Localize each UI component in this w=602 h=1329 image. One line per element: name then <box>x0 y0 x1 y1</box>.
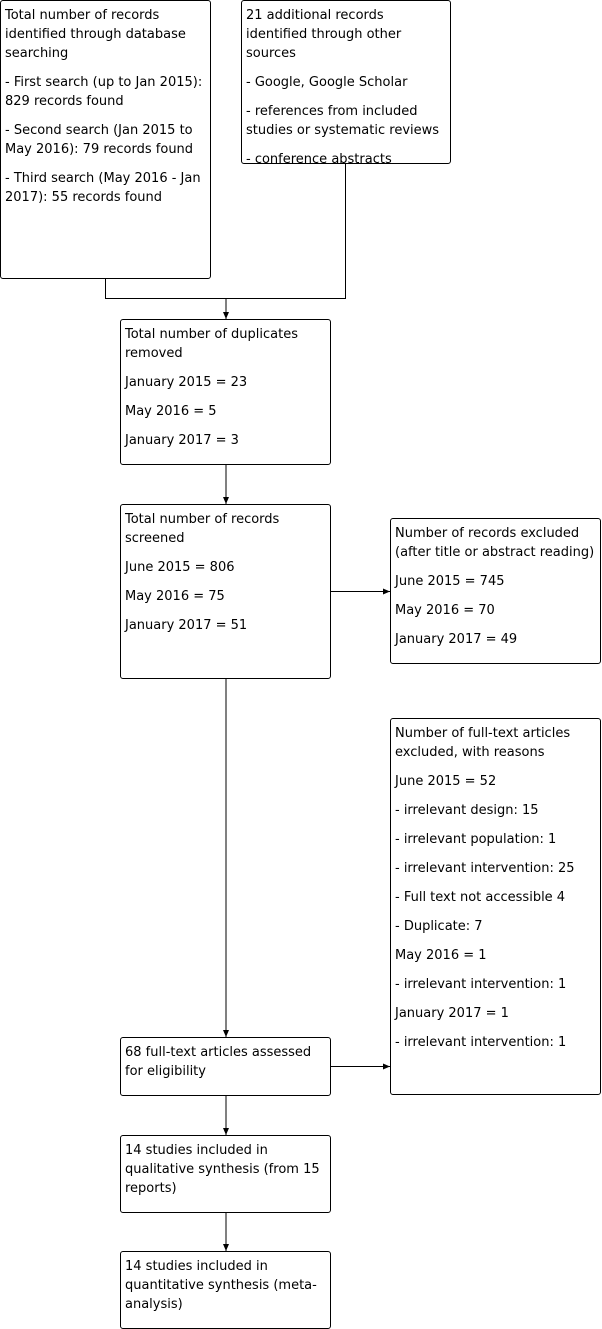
box-title: Number of full-text articles excluded, with reasons <box>395 726 571 760</box>
box-title: Number of records excluded (after title or abstract reading) <box>395 526 595 560</box>
box-line: May 2016 = 75 <box>125 589 225 604</box>
box-other-sources <box>241 0 451 167</box>
box-line: - Third search (May 2016 - Jan 2017): 55 records found <box>5 171 201 205</box>
box-line: - Second search (Jan 2015 to May 2016): 79 records found <box>5 123 194 157</box>
box-title: 68 full-text articles assessed for eligibility <box>125 1045 312 1079</box>
box-line: - irrelevant intervention: 25 <box>395 861 575 876</box>
box-line: January 2017 = 3 <box>125 433 239 448</box>
box-fulltext-assessed <box>120 1037 331 1096</box>
box-line: - Full text not accessible 4 <box>395 890 566 905</box>
box-line: June 2015 = 806 <box>125 560 235 575</box>
box-title: Total number of records screened <box>125 512 280 546</box>
box-database-search <box>0 0 211 279</box>
box-line: - conference abstracts <box>246 152 392 167</box>
connector-other-sources <box>226 163 346 299</box>
box-title: 14 studies included in quantitative synthesis (meta-analysis) <box>125 1259 317 1312</box>
box-records-screened <box>120 504 331 679</box>
box-line: January 2017 = 1 <box>395 1006 509 1021</box>
box-line: - irrelevant population: 1 <box>395 832 557 847</box>
box-line: May 2016 = 5 <box>125 404 217 419</box>
box-line: - Duplicate: 7 <box>395 919 483 934</box>
box-line: - irrelevant intervention: 1 <box>395 1035 567 1050</box>
box-line: January 2017 = 51 <box>125 618 248 633</box>
box-line: - Google, Google Scholar <box>246 75 408 90</box>
box-line: - irrelevant design: 15 <box>395 803 539 818</box>
box-line: - First search (up to Jan 2015): 829 records found <box>5 75 203 109</box>
box-title: Total number of duplicates removed <box>125 327 298 361</box>
box-line: May 2016 = 70 <box>395 603 495 618</box>
box-title: Total number of records identified through database searching <box>5 8 186 61</box>
box-line: January 2015 = 23 <box>125 375 248 390</box>
box-line: June 2015 = 52 <box>395 774 497 789</box>
box-fulltext-excluded <box>390 718 601 1095</box>
box-title: 21 additional records identified through other sources <box>246 8 402 61</box>
box-qualitative-synthesis <box>120 1135 331 1213</box>
box-line: January 2017 = 49 <box>395 632 518 647</box>
connector-db-search <box>106 278 227 299</box>
box-records-excluded <box>390 518 601 664</box>
box-duplicates-removed <box>120 319 331 465</box>
box-quantitative-synthesis <box>120 1251 331 1329</box>
box-line: June 2015 = 745 <box>395 574 505 589</box>
box-title: 14 studies included in qualitative synthesis (from 15 reports) <box>125 1143 320 1196</box>
box-line: May 2016 = 1 <box>395 948 487 963</box>
box-line: - irrelevant intervention: 1 <box>395 977 567 992</box>
box-line: - references from included studies or systematic reviews <box>246 104 440 138</box>
